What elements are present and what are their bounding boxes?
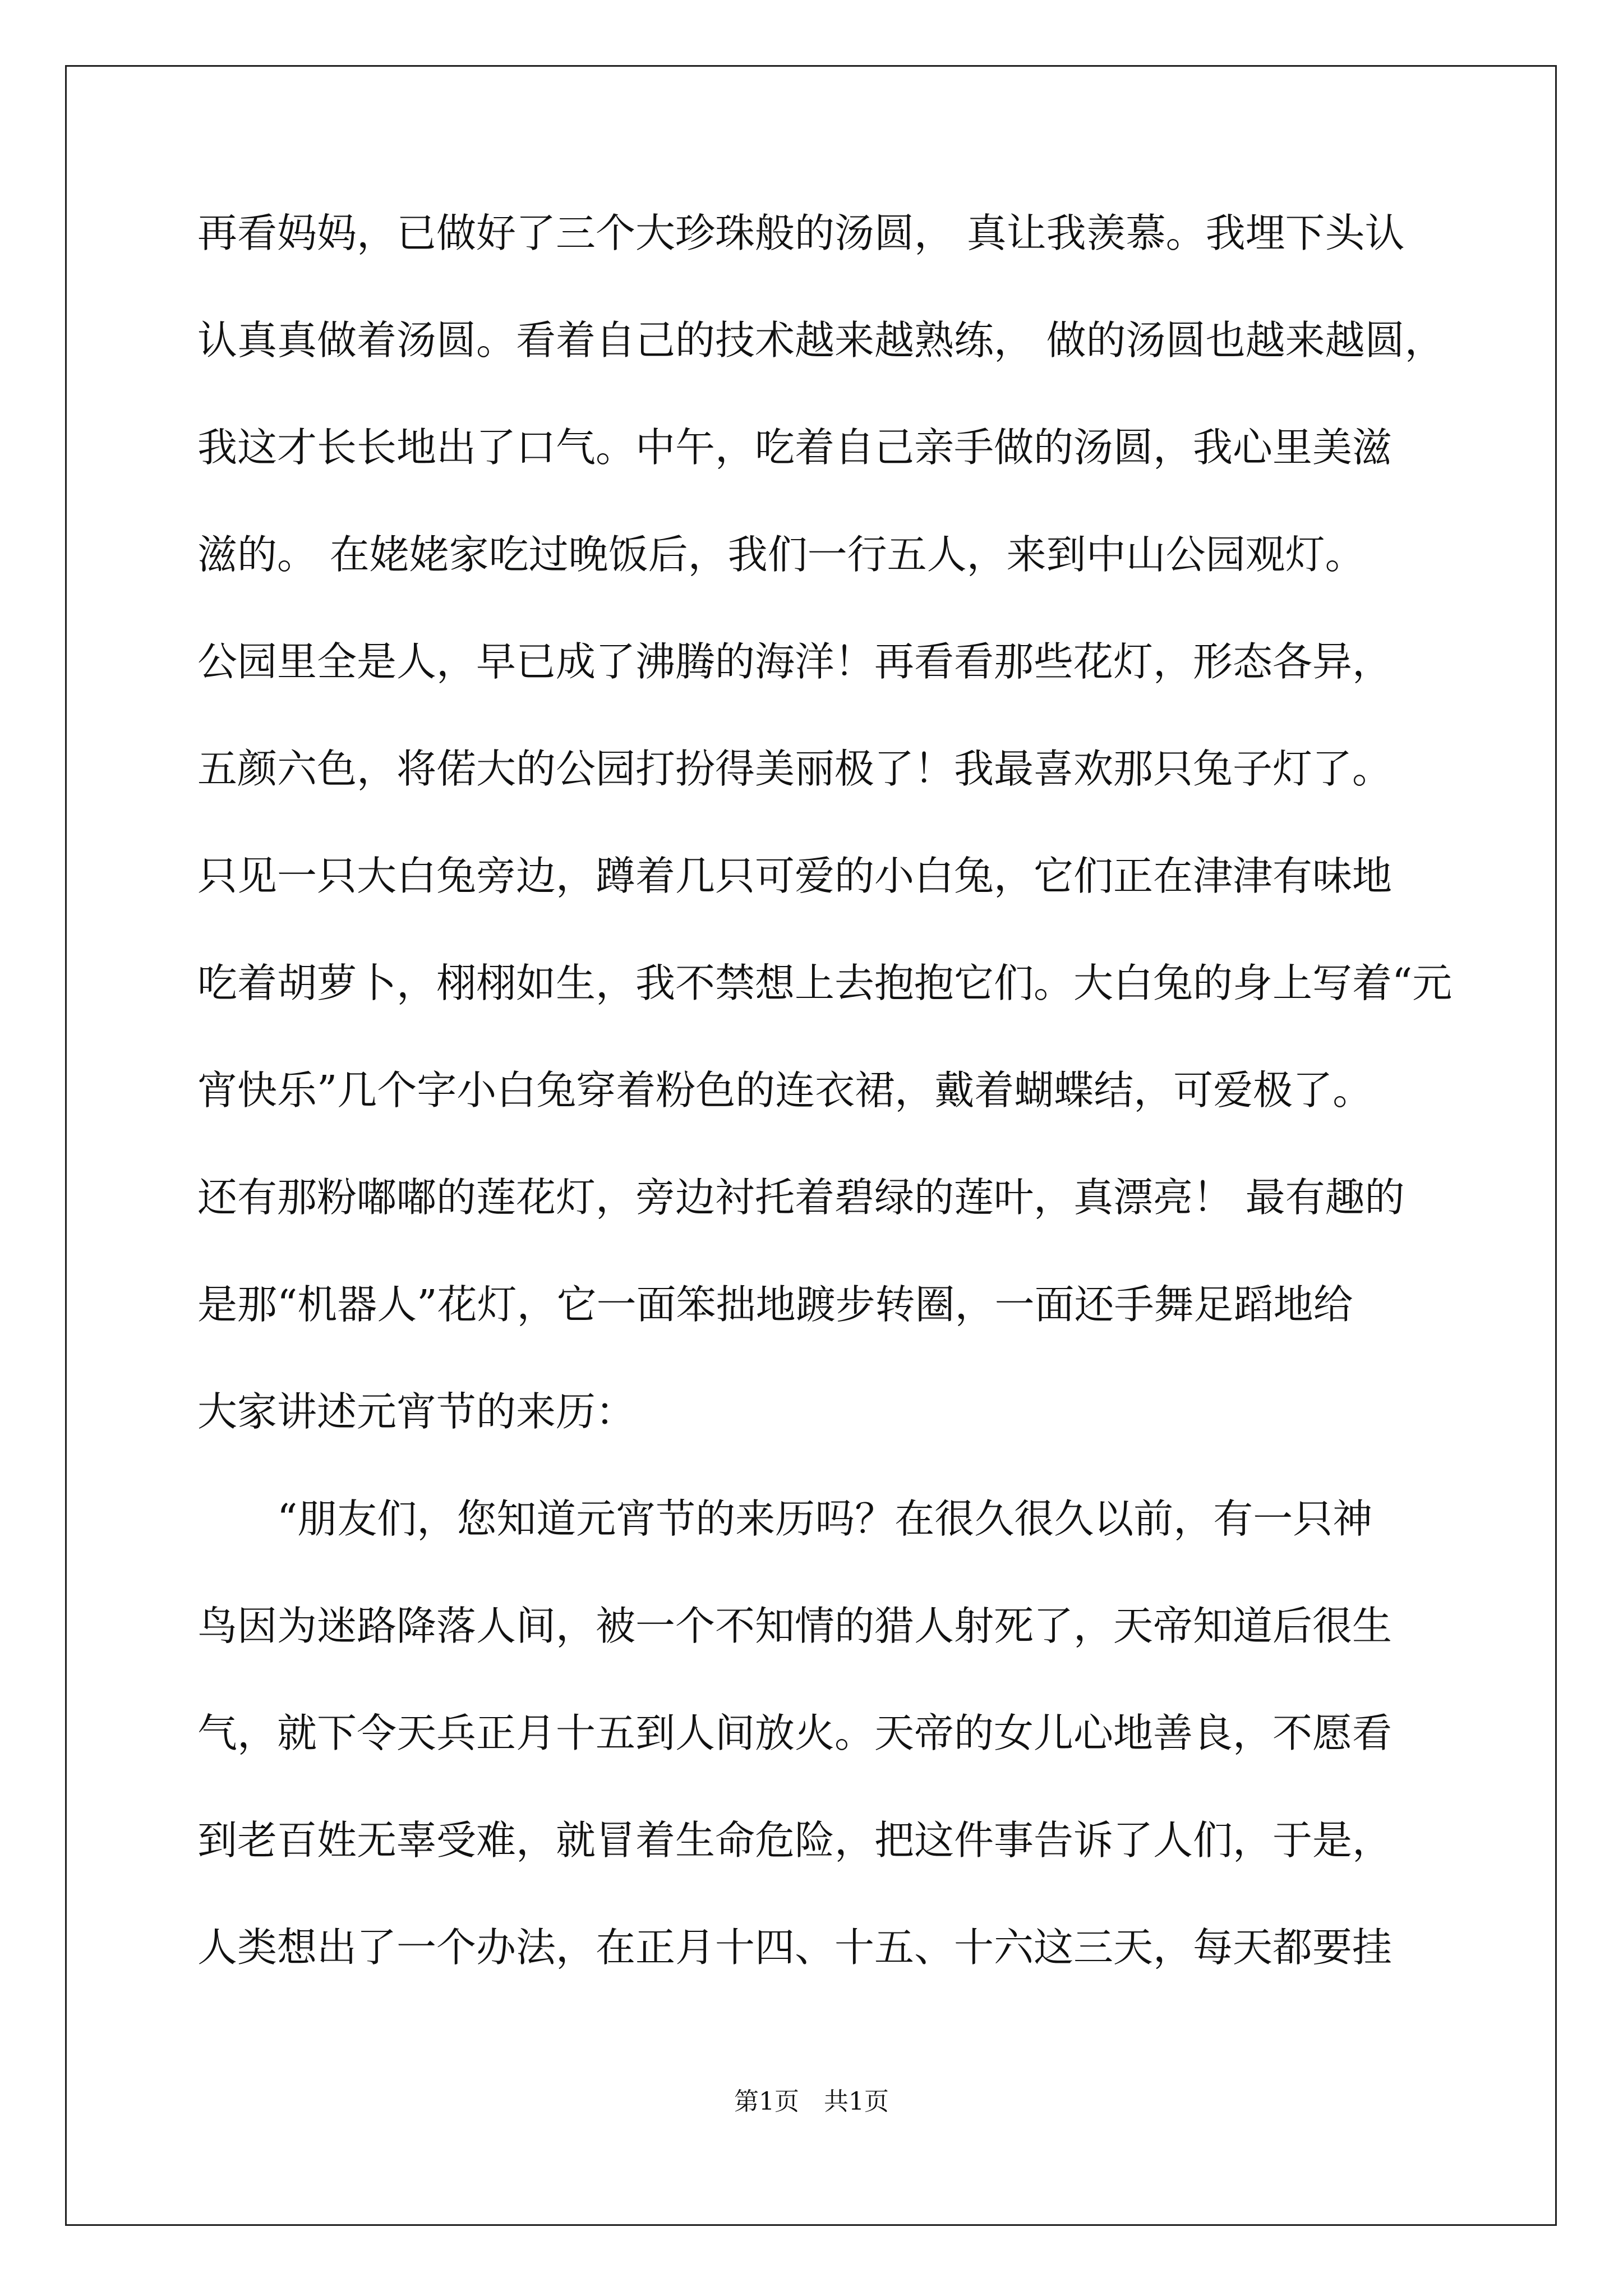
text-line: 滋的。 在姥姥家吃过晚饭后，我们一行五人，来到中山公园观灯。 xyxy=(197,531,1365,578)
text-line: 鸟因为迷路降落人间，被一个不知情的猎人射死了，天帝知道后很生 xyxy=(197,1603,1393,1649)
text-line: 只见一只大白兔旁边，蹲着几只可爱的小白兔，它们正在津津有味地 xyxy=(197,853,1393,899)
text-line: 五颜六色，将偌大的公园打扮得美丽极了！我最喜欢那只兔子灯了。 xyxy=(197,746,1393,792)
text-line: 吃着胡萝卜，栩栩如生，我不禁想上去抱抱它们。大白兔的身上写着“元 xyxy=(197,960,1453,1006)
text-line: 再看妈妈，已做好了三个大珍珠般的汤圆， 真让我羡慕。我埋下头认 xyxy=(197,210,1405,256)
page-footer: 第1页 共1页 xyxy=(734,2087,889,2116)
text-line: 我这才长长地出了口气。中午，吃着自己亲手做的汤圆，我心里美滋 xyxy=(197,424,1393,471)
text-line: 还有那粉嘟嘟的莲花灯，旁边衬托着碧绿的莲叶，真漂亮！ 最有趣的 xyxy=(197,1174,1405,1221)
text-line: 是那“机器人”花灯，它一面笨拙地踱步转圈，一面还手舞足蹈地给 xyxy=(197,1281,1353,1328)
text-line: “朋友们，您知道元宵节的来历吗？在很久很久以前，有一只神 xyxy=(197,1496,1373,1542)
text-line: 宵快乐”几个字小白兔穿着粉色的连衣裙，戴着蝴蝶结，可爱极了。 xyxy=(197,1067,1373,1114)
text-line: 人类想出了一个办法，在正月十四、十五、十六这三天，每天都要挂 xyxy=(197,1924,1393,1971)
text-line: 气，就下令天兵正月十五到人间放火。天帝的女儿心地善良，不愿看 xyxy=(197,1710,1393,1756)
text-line: 大家讲述元宵节的来历： xyxy=(197,1388,636,1435)
text-line: 到老百姓无辜受难，就冒着生命危险，把这件事告诉了人们，于是， xyxy=(197,1817,1393,1864)
text-line: 公园里全是人，早已成了沸腾的海洋！再看看那些花灯，形态各异， xyxy=(197,638,1393,685)
body-text xyxy=(197,210,1465,2035)
text-line: 认真真做着汤圆。看着自己的技术越来越熟练， 做的汤圆也越来越圆， xyxy=(197,317,1445,364)
